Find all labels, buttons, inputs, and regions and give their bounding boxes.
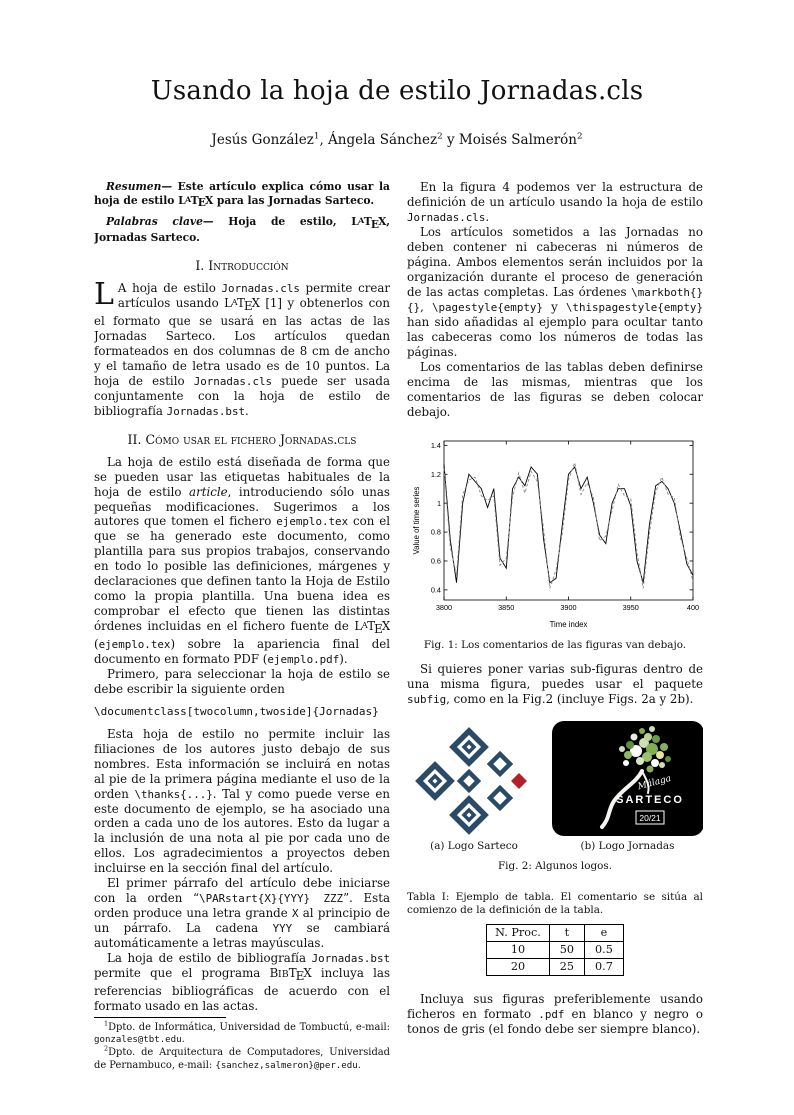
footnote-list xyxy=(94,1019,390,1074)
two-column-body xyxy=(94,180,703,1073)
paragraph xyxy=(94,951,390,1013)
svg-text:3900: 3900 xyxy=(560,602,577,612)
text-segment: ejemplo.pdf xyxy=(267,652,340,666)
paper-authors xyxy=(94,132,700,148)
text-segment: La hoja de estilo está diseñada de forma que se pueden usar las etiquetas habituales de la hoja de estilo xyxy=(94,454,390,499)
text-segment: en blanco y negro o tonos de gris (el fondo debe ser siempre blanco). xyxy=(407,1007,703,1037)
text-segment: ) sobre la apariencia final del documento en formato PDF ( xyxy=(94,636,390,666)
text-segment: El primer párrafo del artículo debe iniciarse con la orden “ xyxy=(94,876,390,906)
text-segment: incluya las referencias bibliográficas de acuerdo con el formato usado en las actas. xyxy=(94,966,390,1013)
svg-text:1: 1 xyxy=(436,498,441,508)
text-segment: Hoja de estilo, xyxy=(228,215,352,229)
table-caption: Tabla I: Ejemplo de tabla. El comentario se sitúa al comienzo de la definición de la tabla. xyxy=(407,890,703,917)
text-segment: ( xyxy=(94,636,99,651)
text-segment: subfig xyxy=(407,693,447,707)
table-cell: 50 xyxy=(549,941,584,958)
text-segment: Incluya sus figuras preferiblemente usando ficheros en formato xyxy=(407,992,703,1022)
svg-text:Value of time series: Value of time series xyxy=(412,486,421,554)
footnote xyxy=(94,1044,390,1073)
text-segment: Jornadas.bst xyxy=(311,952,390,966)
text-segment: Jornadas.cls xyxy=(193,374,273,388)
text-segment: ). xyxy=(339,651,348,666)
text-segment: y xyxy=(542,299,566,314)
section-heading xyxy=(94,258,390,274)
jornadas-org-label: SARTECO xyxy=(615,794,684,807)
svg-text:1.4: 1.4 xyxy=(430,440,441,450)
table-row xyxy=(487,941,624,958)
paragraph xyxy=(407,662,703,707)
table-cell: 0.5 xyxy=(585,941,624,958)
text-segment: .pdf xyxy=(538,1008,565,1022)
footnotes xyxy=(94,1017,390,1074)
abstract-label: Resumen— xyxy=(106,180,178,193)
table-header-cell: e xyxy=(585,924,624,941)
table-cell: 25 xyxy=(549,959,584,976)
text-segment: Este artículo explica cómo usar la hoja de estilo xyxy=(94,180,390,207)
subfigures-row xyxy=(407,721,703,853)
footnote-rule xyxy=(94,1017,226,1018)
text-segment: . xyxy=(357,1060,361,1072)
text-segment: permite que el programa xyxy=(94,966,270,981)
text-segment: 1 xyxy=(313,131,320,142)
text-segment: article xyxy=(189,484,228,499)
text-segment: Primero, para seleccionar la hoja de estilo se debe escribir la siguiente orden xyxy=(94,666,390,696)
paragraph xyxy=(407,992,703,1037)
svg-text:1.2: 1.2 xyxy=(430,469,441,479)
jornadas-logo xyxy=(552,721,704,836)
figure-1 xyxy=(407,434,703,653)
text-segment: ejemplo.tex xyxy=(276,515,349,529)
drop-cap: L xyxy=(94,277,114,313)
figure-2a-caption: (a) Logo Sarteco xyxy=(430,840,518,853)
text-segment: Jornadas.cls xyxy=(221,282,300,296)
tex-logo-text: $L^ATEX$ xyxy=(178,193,214,210)
table-header-row xyxy=(487,924,624,941)
table-cell: 10 xyxy=(487,941,550,958)
text-segment: para las Jornadas Sarteco. xyxy=(213,193,375,207)
abstract-paragraph xyxy=(94,180,390,210)
text-segment: X xyxy=(291,907,299,921)
table-row xyxy=(487,959,624,976)
left-column-blocks xyxy=(94,180,390,1014)
tex-logo-text: $L^ATEX$ xyxy=(354,619,390,636)
paragraph xyxy=(94,667,390,697)
figure-1-caption: Fig. 1: Los comentarios de las figuras van debajo. xyxy=(423,639,687,652)
right-column-blocks-2 xyxy=(407,662,703,707)
text-segment: 2 xyxy=(576,131,583,142)
left-column xyxy=(94,180,390,1073)
table-cell: 0.7 xyxy=(585,959,624,976)
text-segment: A hoja de estilo xyxy=(117,281,222,296)
text-segment: Jornadas.cls xyxy=(407,210,486,224)
jornadas-city-label: Málaga xyxy=(636,774,672,793)
text-segment: {sanchez,salmeron}@per.edu xyxy=(215,1061,358,1072)
text-segment: , Ángela Sánchez xyxy=(319,132,438,148)
text-segment: \thanks{...} xyxy=(134,787,213,801)
text-segment: . xyxy=(485,209,490,224)
time-series-chart xyxy=(410,434,700,630)
right-column xyxy=(407,180,703,1073)
text-segment: ejemplo.tex xyxy=(98,637,171,651)
jornadas-year-label: 20/21 xyxy=(638,813,661,824)
text-segment: Dpto. de Arquitectura de Computadores, Universidad de Pernambuco, e-mail: xyxy=(94,1047,390,1072)
sarteco-logo-graphic xyxy=(407,721,542,836)
svg-text:Time index: Time index xyxy=(549,619,588,629)
text-segment: \thispagestyle{empty} xyxy=(565,300,703,314)
bibtex-logo-text: BIBTEX xyxy=(269,966,312,983)
text-segment: y Moisés Salmerón xyxy=(442,132,577,148)
paragraph xyxy=(94,727,390,877)
code-block: \documentclass[twocolumn,twoside]{Jornadas} xyxy=(94,704,379,718)
keywords-label: Palabras clave— xyxy=(106,215,229,229)
text-segment: Los comentarios de las tablas deben definirse encima de las mismas, mientras que los comentarios de las figuras se deben colocar debajo. xyxy=(407,359,703,419)
sarteco-logo xyxy=(407,721,542,836)
paragraph xyxy=(94,455,390,667)
example-table xyxy=(486,924,624,977)
figure-2 xyxy=(407,721,703,872)
text-segment: , Jornadas Sarteco. xyxy=(94,215,390,245)
paragraph xyxy=(407,225,703,360)
svg-text:3850: 3850 xyxy=(498,602,515,612)
text-segment: [1] y obtenerlos con el formato que se usará en las actas de las Jornadas Sarteco. Los artículos quedan formateados en dos columnas de 8 cm de ancho y el tamaño de letra usado es de 10 puntos. La hoja de estilo xyxy=(94,296,390,388)
text-segment: gonzales@tbt.edu xyxy=(94,1035,182,1046)
paragraph xyxy=(94,876,390,951)
svg-text:3950: 3950 xyxy=(622,602,639,612)
footnote xyxy=(94,1019,390,1048)
text-segment: con el que se ha generado este documento, como plantilla para sus propios trabajos, conservando en todo lo posible las definiciones, márgenes y declaraciones que definen tanto la Hoja de Estilo como la propia plantilla. Una buena idea es comprobar el efecto que tienen las distintas órdenes incluidas en el fichero fuente de xyxy=(94,514,390,634)
footnote-marker: 1 xyxy=(104,1019,109,1028)
svg-text:0.4: 0.4 xyxy=(430,584,441,594)
svg-text:3800: 3800 xyxy=(435,602,453,612)
text-segment: permite crear artículos usando xyxy=(117,281,390,311)
text-segment: . xyxy=(181,1034,185,1046)
paragraph xyxy=(407,360,703,420)
text-segment: Si quieres poner varias sub-figuras dentro de una misma figura, puedes usar el paquete xyxy=(407,662,703,692)
subfigure-a xyxy=(407,721,542,853)
text-segment: 2 xyxy=(437,131,443,142)
right-column-blocks-1 xyxy=(407,180,703,420)
text-segment: Jornadas.bst xyxy=(166,404,246,418)
tex-logo-text: $L^ATEX$ xyxy=(351,215,387,231)
text-segment: . xyxy=(245,403,249,418)
text-segment: I. Introducción xyxy=(195,258,289,274)
table-header-cell: N. Proc. xyxy=(487,924,550,941)
text-segment: YYY xyxy=(272,922,293,936)
section-heading xyxy=(94,432,390,448)
figure-2-caption: Fig. 2: Algunos logos. xyxy=(497,859,613,872)
text-segment: han sido añadidas al ejemplo para ocultar tanto las cabeceras como los números de todas las páginas. xyxy=(407,314,703,359)
figure-2b-caption: (b) Logo Jornadas xyxy=(580,840,675,853)
text-segment: Dpto. de Informática, Universidad de Tombuctú, e-mail: xyxy=(108,1021,390,1033)
paragraph xyxy=(94,277,390,418)
paper-title: Usando la hoja de estilo Jornadas.cls xyxy=(150,76,644,106)
right-column-blocks-3 xyxy=(407,992,703,1037)
text-segment: puede ser usada conjuntamente con la hoja de estilo de bibliografía xyxy=(94,373,390,418)
svg-text:400: 400 xyxy=(686,602,700,612)
text-segment: Los artículos sometidos a las Jornadas no deben contener ni cabeceras ni números de página. Ambos elementos serán incluidos por la organización durante el proceso de generación de las actas completas. Las órdenes xyxy=(407,224,703,299)
text-segment: II. Cómo usar el fichero Jornadas.cls xyxy=(127,431,357,447)
svg-text:0.6: 0.6 xyxy=(430,556,441,566)
text-segment: Jesús González xyxy=(211,132,314,148)
subfigure-b xyxy=(552,721,704,853)
text-segment: \markboth{}{} xyxy=(407,285,703,314)
text-segment: al principio de un párrafo. La cadena xyxy=(94,906,390,936)
text-segment: , xyxy=(420,299,432,314)
text-segment: se cambiará automáticamente a letras mayúsculas. xyxy=(94,921,390,951)
table-cell: 20 xyxy=(487,959,550,976)
text-segment: La hoja de estilo de bibliografía xyxy=(107,951,312,966)
text-segment: , como en la Fig.2 (incluye Figs. 2a y 2b). xyxy=(446,692,694,707)
text-segment: ”. Esta orden produce una letra grande xyxy=(94,891,390,921)
svg-text:0.8: 0.8 xyxy=(430,527,441,537)
footnote-marker: 2 xyxy=(104,1044,109,1053)
tex-logo-text: $L^ATEX$ xyxy=(224,296,260,313)
table-header-cell: t xyxy=(549,924,584,941)
keywords-paragraph xyxy=(94,215,390,245)
text-segment: En la figura 4 podemos ver la estructura de definición de un artículo usando la hoja de estilo xyxy=(407,180,703,209)
text-segment: \PARstart{X}{YYY} ZZZ xyxy=(199,892,344,906)
text-segment: \pagestyle{empty} xyxy=(431,300,543,314)
paragraph xyxy=(407,180,703,225)
table-block xyxy=(407,891,703,977)
text-segment: . Tal y como puede verse en este documento de ejemplo, se ha asociado una orden a cada uno de los autores. Esto da lugar a la inclusión de una nota al pie por cada uno de ellos. Los agradecimientos a proyectos deben incluirse en la sección final del artículo. xyxy=(94,786,390,876)
text-segment: , introduciendo sólo unas pequeñas modificaciones. Sugerimos a los autores que tomen el fichero xyxy=(94,484,390,529)
text-segment: Esta hoja de estilo no permite incluir las filiaciones de los autores justo debajo de sus nombres. Esta información se incluirá en notas al pie de la primera página mediante el uso de la orden xyxy=(94,726,390,801)
